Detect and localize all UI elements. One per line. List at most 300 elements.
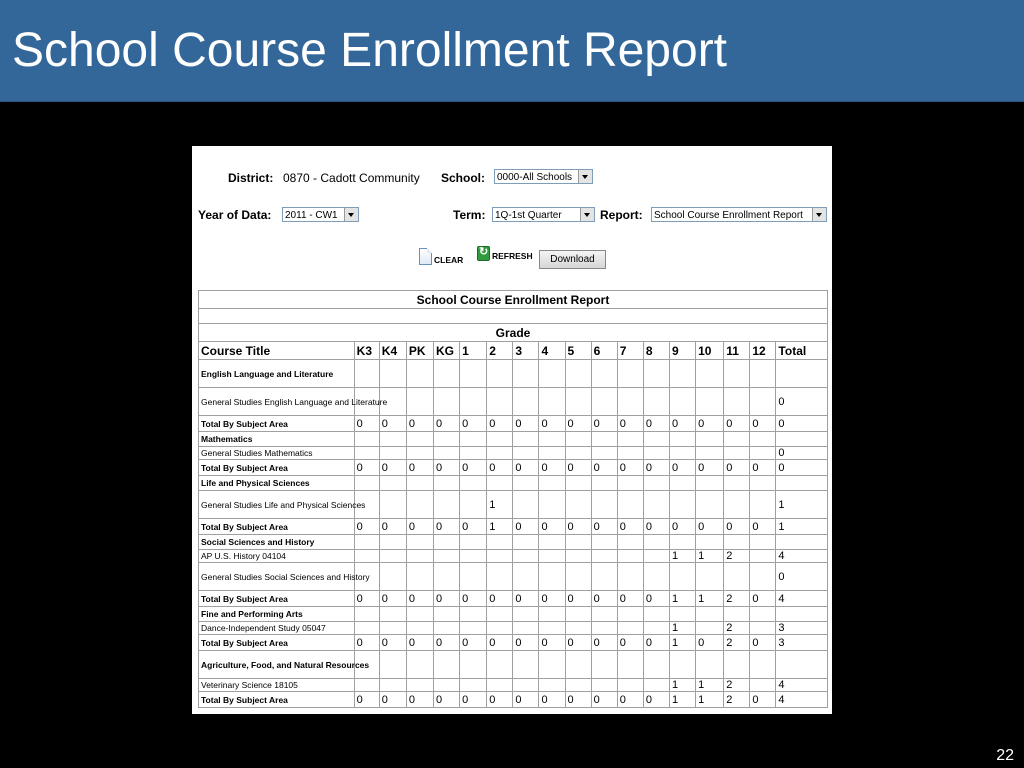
grade-count-cell: 0: [406, 591, 433, 607]
course-title: General Studies Life and Physical Sciences: [199, 491, 355, 519]
grade-count-cell: 0: [669, 519, 695, 535]
grade-count-cell: [379, 651, 406, 679]
grade-count-cell: [434, 432, 460, 447]
grade-count-cell: [565, 476, 591, 491]
grade-count-cell: [539, 550, 565, 563]
grade-count-cell: [565, 622, 591, 635]
course-title: General Studies Social Sciences and History: [199, 563, 355, 591]
grade-count-cell: [513, 679, 539, 692]
grade-col-header: 9: [669, 342, 695, 360]
grade-count-cell: [643, 535, 669, 550]
grade-count-cell: 0: [406, 460, 433, 476]
refresh-label: REFRESH: [492, 251, 533, 261]
grade-count-cell: 0: [487, 692, 513, 708]
grade-count-cell: 0: [460, 519, 487, 535]
grade-count-cell: 0: [724, 519, 750, 535]
grade-count-cell: [434, 679, 460, 692]
grade-count-cell: 1: [696, 692, 724, 708]
grade-count-cell: 0: [379, 460, 406, 476]
chevron-down-icon: [812, 208, 826, 221]
grade-count-cell: [539, 651, 565, 679]
grade-count-cell: 0: [406, 692, 433, 708]
grade-count-cell: [724, 535, 750, 550]
grade-count-cell: 0: [750, 635, 776, 651]
grade-count-cell: 0: [696, 416, 724, 432]
grade-col-header: 4: [539, 342, 565, 360]
grade-count-cell: [406, 432, 433, 447]
grade-count-cell: [487, 360, 513, 388]
slide-number: 22: [996, 747, 1014, 764]
grade-count-cell: [487, 622, 513, 635]
subject-total-row: [199, 460, 828, 476]
grade-count-cell: [513, 651, 539, 679]
grade-count-cell: [487, 651, 513, 679]
grade-count-cell: 0: [379, 635, 406, 651]
subject-total-row: [199, 416, 828, 432]
grade-count-cell: 1: [669, 692, 695, 708]
grade-count-cell: 1: [696, 679, 724, 692]
grade-count-cell: [591, 563, 617, 591]
grade-col-header: K4: [379, 342, 406, 360]
grade-count-cell: 0: [434, 416, 460, 432]
grade-col-header: 1: [460, 342, 487, 360]
grade-count-cell: [565, 651, 591, 679]
row-total-cell: 4: [776, 679, 828, 692]
grade-count-cell: [565, 447, 591, 460]
chevron-down-icon: [578, 170, 592, 183]
grade-count-cell: [617, 432, 643, 447]
grade-count-cell: 0: [617, 591, 643, 607]
school-select[interactable]: [494, 169, 593, 184]
grade-count-cell: 0: [513, 416, 539, 432]
subject-title: Mathematics: [199, 432, 355, 447]
grade-count-cell: [617, 447, 643, 460]
total-label: Total By Subject Area: [199, 460, 355, 476]
row-total-cell: [776, 535, 828, 550]
grade-count-cell: [750, 535, 776, 550]
grade-count-cell: [513, 535, 539, 550]
grade-count-cell: [724, 447, 750, 460]
clear-label: CLEAR: [434, 255, 464, 265]
subject-row: [199, 607, 828, 622]
slide-title: School Course Enrollment Report: [12, 24, 728, 77]
course-row: [199, 491, 828, 519]
grade-count-cell: [539, 447, 565, 460]
grade-count-cell: [513, 360, 539, 388]
grade-count-cell: 0: [617, 519, 643, 535]
grade-count-cell: [406, 476, 433, 491]
grade-count-cell: [669, 535, 695, 550]
term-select-value: 1Q-1st Quarter: [495, 210, 562, 221]
grade-count-cell: [591, 550, 617, 563]
row-total-cell: 0: [776, 388, 828, 416]
grade-count-cell: [539, 607, 565, 622]
course-title: Veterinary Science 18105: [199, 679, 355, 692]
course-title-header: Course Title: [199, 342, 355, 360]
grade-count-cell: [379, 360, 406, 388]
grade-count-cell: [434, 476, 460, 491]
grade-count-cell: 0: [643, 519, 669, 535]
grade-count-cell: [354, 679, 379, 692]
grade-col-header: 12: [750, 342, 776, 360]
grade-count-cell: [696, 563, 724, 591]
grade-count-cell: [406, 607, 433, 622]
grade-count-cell: [696, 491, 724, 519]
year-select[interactable]: [282, 207, 359, 222]
grade-count-cell: 1: [696, 550, 724, 563]
grade-count-cell: [750, 388, 776, 416]
grade-count-cell: 0: [513, 519, 539, 535]
grade-count-cell: [487, 432, 513, 447]
grade-count-cell: [354, 607, 379, 622]
grade-count-cell: 0: [354, 460, 379, 476]
grade-count-cell: [750, 563, 776, 591]
grade-count-cell: [487, 388, 513, 416]
grade-count-cell: [513, 563, 539, 591]
grade-count-cell: 0: [354, 416, 379, 432]
report-select[interactable]: [651, 207, 827, 222]
grade-count-cell: [565, 550, 591, 563]
grade-count-cell: 0: [354, 692, 379, 708]
subject-row: [199, 360, 828, 388]
grade-count-cell: 0: [696, 519, 724, 535]
grade-count-cell: 0: [591, 519, 617, 535]
grade-count-cell: [669, 447, 695, 460]
grade-count-cell: 1: [669, 591, 695, 607]
grade-count-cell: [354, 622, 379, 635]
grade-count-cell: 0: [565, 416, 591, 432]
grade-count-cell: 0: [750, 692, 776, 708]
row-total-cell: [776, 360, 828, 388]
grade-count-cell: [643, 550, 669, 563]
grade-count-cell: [617, 651, 643, 679]
total-label: Total By Subject Area: [199, 416, 355, 432]
grade-count-cell: [513, 432, 539, 447]
grade-count-cell: [724, 491, 750, 519]
grade-count-cell: [750, 360, 776, 388]
grade-count-cell: 2: [724, 622, 750, 635]
grade-count-cell: [591, 432, 617, 447]
grade-count-cell: 0: [643, 416, 669, 432]
grade-count-cell: [539, 622, 565, 635]
grade-count-cell: [487, 447, 513, 460]
grade-count-cell: [379, 563, 406, 591]
grade-count-cell: [565, 563, 591, 591]
grade-count-cell: [643, 491, 669, 519]
grade-count-cell: [643, 607, 669, 622]
grade-count-cell: [750, 432, 776, 447]
grade-count-cell: [513, 622, 539, 635]
grade-count-cell: [696, 388, 724, 416]
grade-count-cell: 0: [539, 635, 565, 651]
subject-total-row: [199, 591, 828, 607]
school-label: School:: [441, 171, 485, 185]
grade-col-header: PK: [406, 342, 433, 360]
grade-count-cell: 0: [406, 635, 433, 651]
row-total-cell: 3: [776, 622, 828, 635]
grade-col-header: 3: [513, 342, 539, 360]
grade-count-cell: [591, 360, 617, 388]
row-total-cell: 1: [776, 491, 828, 519]
clear-button[interactable]: [419, 248, 463, 265]
grade-count-cell: [354, 447, 379, 460]
grade-count-cell: 0: [354, 519, 379, 535]
grade-count-cell: [460, 651, 487, 679]
grade-count-cell: [591, 622, 617, 635]
course-title: AP U.S. History 04104: [199, 550, 355, 563]
grade-count-cell: 0: [724, 460, 750, 476]
grade-count-cell: 2: [724, 550, 750, 563]
grade-count-cell: [539, 388, 565, 416]
grade-count-cell: 0: [591, 416, 617, 432]
grade-count-cell: [617, 607, 643, 622]
grade-col-header: 2: [487, 342, 513, 360]
grade-count-cell: 0: [591, 591, 617, 607]
grade-count-cell: 0: [539, 460, 565, 476]
grade-count-cell: [750, 550, 776, 563]
grade-count-cell: [696, 622, 724, 635]
row-total-cell: [776, 651, 828, 679]
grade-count-cell: [696, 447, 724, 460]
grade-count-cell: [406, 491, 433, 519]
grade-count-cell: [669, 476, 695, 491]
grade-count-cell: 0: [750, 519, 776, 535]
row-total-cell: [776, 432, 828, 447]
grade-count-cell: [379, 679, 406, 692]
grade-count-cell: 0: [643, 591, 669, 607]
grade-count-cell: [724, 563, 750, 591]
grade-count-cell: [750, 622, 776, 635]
grade-count-cell: [513, 491, 539, 519]
row-total-cell: 3: [776, 635, 828, 651]
grade-count-cell: [591, 607, 617, 622]
grade-count-cell: 0: [565, 692, 591, 708]
grade-count-cell: [354, 360, 379, 388]
grade-count-cell: [460, 563, 487, 591]
grade-count-cell: 0: [434, 692, 460, 708]
grade-count-cell: [487, 476, 513, 491]
grade-count-cell: 0: [460, 416, 487, 432]
subject-total-row: [199, 635, 828, 651]
grade-count-cell: 0: [591, 460, 617, 476]
total-label: Total By Subject Area: [199, 635, 355, 651]
grade-count-cell: [379, 535, 406, 550]
grade-count-cell: [406, 622, 433, 635]
grade-count-cell: [434, 360, 460, 388]
grade-count-cell: [617, 563, 643, 591]
grade-count-cell: [539, 360, 565, 388]
grade-count-cell: [539, 491, 565, 519]
grade-count-cell: [434, 622, 460, 635]
grade-count-cell: 0: [539, 519, 565, 535]
grade-count-cell: [696, 432, 724, 447]
download-button[interactable]: Download: [539, 250, 606, 269]
grade-count-cell: [617, 622, 643, 635]
subject-title: Agriculture, Food, and Natural Resources: [199, 651, 355, 679]
grade-count-cell: 0: [460, 635, 487, 651]
grade-count-cell: [617, 476, 643, 491]
district-value: 0870 - Cadott Community: [283, 171, 420, 185]
total-label: Total By Subject Area: [199, 591, 355, 607]
grade-count-cell: 0: [487, 460, 513, 476]
grade-count-cell: 1: [669, 635, 695, 651]
refresh-button[interactable]: [477, 246, 533, 261]
grade-count-cell: 0: [750, 460, 776, 476]
grade-count-cell: [513, 550, 539, 563]
district-label: District:: [228, 171, 274, 185]
course-row: [199, 447, 828, 460]
grade-count-cell: [434, 550, 460, 563]
grade-col-header: K3: [354, 342, 379, 360]
grade-count-cell: [460, 607, 487, 622]
year-select-value: 2011 - CW1: [285, 210, 338, 221]
grade-count-cell: [379, 622, 406, 635]
grade-count-cell: [565, 360, 591, 388]
grade-count-cell: 0: [379, 416, 406, 432]
grade-count-cell: [643, 388, 669, 416]
grade-count-cell: 0: [379, 519, 406, 535]
grade-count-cell: [434, 535, 460, 550]
subject-title: Fine and Performing Arts: [199, 607, 355, 622]
grade-count-cell: 0: [696, 635, 724, 651]
report-label: Report:: [600, 208, 643, 222]
subject-total-row: [199, 692, 828, 708]
grade-count-cell: [696, 360, 724, 388]
grade-count-cell: 1: [669, 622, 695, 635]
grade-count-cell: [434, 491, 460, 519]
grade-count-cell: [750, 476, 776, 491]
report-title: School Course Enrollment Report: [199, 291, 828, 309]
grade-count-cell: 0: [696, 460, 724, 476]
grade-count-cell: [406, 535, 433, 550]
grade-count-cell: [669, 388, 695, 416]
grade-count-cell: [379, 476, 406, 491]
grade-count-cell: 0: [565, 635, 591, 651]
grade-count-cell: [591, 651, 617, 679]
grade-count-cell: 0: [617, 416, 643, 432]
grade-count-cell: 0: [379, 591, 406, 607]
total-label: Total By Subject Area: [199, 692, 355, 708]
grade-count-cell: 0: [565, 460, 591, 476]
grade-count-cell: [539, 432, 565, 447]
grade-count-cell: [379, 607, 406, 622]
subject-title: Social Sciences and History: [199, 535, 355, 550]
grade-count-cell: 0: [539, 416, 565, 432]
grade-count-cell: 0: [354, 591, 379, 607]
grade-count-cell: 0: [487, 591, 513, 607]
grade-count-cell: 0: [539, 692, 565, 708]
grade-count-cell: 0: [591, 635, 617, 651]
grade-count-cell: [539, 535, 565, 550]
grade-count-cell: [617, 360, 643, 388]
grade-count-cell: 0: [643, 635, 669, 651]
grade-count-cell: [434, 447, 460, 460]
grade-count-cell: 0: [354, 635, 379, 651]
grade-count-cell: [379, 447, 406, 460]
grade-count-cell: 0: [513, 460, 539, 476]
grade-count-cell: [460, 447, 487, 460]
grade-count-cell: [669, 607, 695, 622]
grade-count-cell: [565, 388, 591, 416]
grade-count-cell: [434, 563, 460, 591]
grade-count-cell: 0: [617, 692, 643, 708]
grade-count-cell: [406, 679, 433, 692]
grade-count-cell: [487, 550, 513, 563]
course-title: General Studies English Language and Literature: [199, 388, 355, 416]
subject-title: English Language and Literature: [199, 360, 355, 388]
grade-count-cell: [643, 679, 669, 692]
grade-count-cell: [354, 535, 379, 550]
grade-count-cell: 0: [460, 460, 487, 476]
grade-count-cell: 0: [434, 591, 460, 607]
grade-count-cell: [460, 360, 487, 388]
grade-count-cell: 0: [750, 591, 776, 607]
subject-row: [199, 476, 828, 491]
grade-count-cell: [617, 550, 643, 563]
grade-count-cell: 1: [487, 519, 513, 535]
grade-count-cell: [354, 550, 379, 563]
grade-count-cell: [460, 432, 487, 447]
grade-count-cell: [434, 388, 460, 416]
grade-count-cell: 1: [669, 679, 695, 692]
grade-count-cell: 0: [379, 692, 406, 708]
grade-count-cell: 0: [460, 692, 487, 708]
subject-row: [199, 432, 828, 447]
total-label: Total By Subject Area: [199, 519, 355, 535]
grade-count-cell: [487, 679, 513, 692]
grade-col-header: 10: [696, 342, 724, 360]
grade-count-cell: [643, 432, 669, 447]
grade-count-cell: 0: [565, 519, 591, 535]
grade-count-cell: [460, 550, 487, 563]
grade-col-header: 11: [724, 342, 750, 360]
grade-count-cell: [406, 360, 433, 388]
blank-row: [199, 309, 828, 324]
grade-count-cell: 0: [487, 416, 513, 432]
grade-count-cell: 0: [513, 692, 539, 708]
grade-count-cell: [750, 447, 776, 460]
grade-count-cell: [643, 447, 669, 460]
grade-count-cell: [406, 563, 433, 591]
grade-count-cell: 0: [406, 416, 433, 432]
grade-count-cell: [669, 491, 695, 519]
grade-count-cell: [724, 476, 750, 491]
course-row: [199, 550, 828, 563]
grade-count-cell: 1: [669, 550, 695, 563]
grade-count-cell: 2: [724, 591, 750, 607]
row-total-cell: 0: [776, 563, 828, 591]
term-select[interactable]: [492, 207, 595, 222]
grade-count-cell: [379, 550, 406, 563]
grade-count-cell: 0: [460, 591, 487, 607]
grade-count-cell: [643, 360, 669, 388]
grade-count-cell: [617, 679, 643, 692]
grade-count-cell: [513, 388, 539, 416]
grade-count-cell: 0: [434, 519, 460, 535]
grade-count-cell: [696, 476, 724, 491]
grade-count-cell: [591, 388, 617, 416]
subject-total-row: [199, 519, 828, 535]
grade-count-cell: [669, 360, 695, 388]
grade-count-cell: [617, 388, 643, 416]
grade-count-cell: 0: [434, 635, 460, 651]
grade-count-cell: [696, 535, 724, 550]
enrollment-table: [198, 290, 828, 708]
grade-count-cell: 2: [724, 679, 750, 692]
grade-count-cell: [591, 679, 617, 692]
row-total-cell: 1: [776, 519, 828, 535]
course-title: Dance-Independent Study 05047: [199, 622, 355, 635]
